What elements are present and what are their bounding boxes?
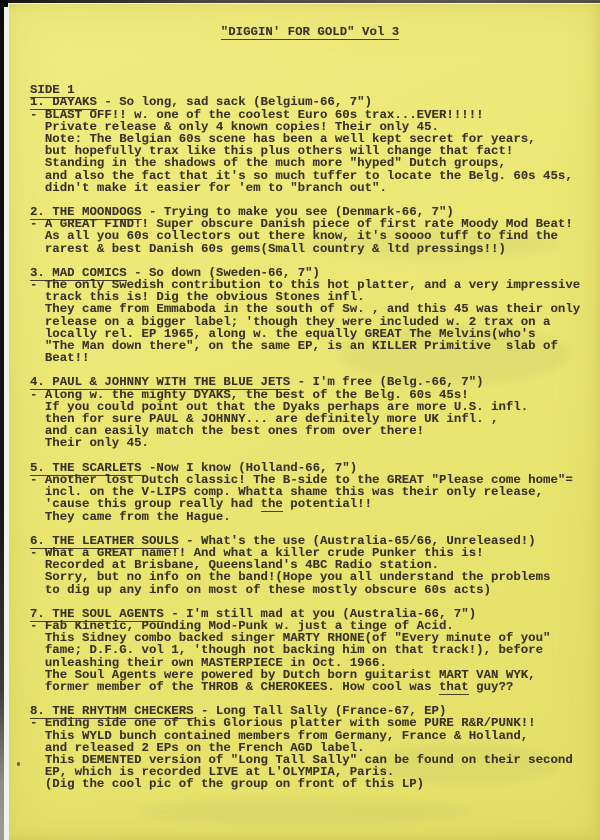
entry-title-rest: - What's the use (Australia-65/66, Unreleased!)	[178, 533, 536, 548]
entry-line: and released 2 EPs on the French AGD label.	[30, 740, 365, 755]
entry-title-rest: -Now I know (Holland-66, 7")	[141, 460, 358, 475]
entry-line: release on a bigger label; 'though they were included w. 2 trax on a	[30, 314, 551, 329]
entry	[30, 206, 590, 255]
underlined-word: the	[260, 497, 283, 512]
entry-title-rest: - Long Tall Sally (France-67, EP)	[193, 704, 447, 719]
entry-line: and also the fact that it's so much tuffer to locate the Belg. 60s 45s,	[30, 168, 573, 183]
entry-line: - A GREAT FIND!! Super obscure Danish piece of first rate Moody Mod Beat!	[30, 217, 573, 232]
entry-line: EP, which is recorded LIVE at L'OLYMPIA, Paris.	[30, 765, 395, 780]
entry-line: If you could point out that the Dyaks perhaps are more U.S. infl.	[30, 399, 529, 414]
entry-line: This WYLD bunch contained members from Germany, France & Holland,	[30, 728, 529, 743]
entry-line: former member of the THROB & CHEROKEES. How cool was that guy??	[30, 679, 514, 694]
page-title	[30, 26, 590, 38]
entry-name: 8. THE RHYTHM CHECKERS	[30, 704, 194, 719]
entry-line: Beat!!	[30, 351, 90, 366]
entry-line: didn't make it easier for 'em to "branch out".	[30, 180, 387, 195]
entry-line: They came from Emmaboda in the south of Sw. , and this 45 was their only	[30, 302, 581, 317]
entry-title-rest: - So down (Sweden-66, 7")	[126, 265, 320, 280]
scan-edge-left	[0, 0, 4, 840]
entry-name: 1. DAYAKS	[30, 95, 97, 110]
entry-name: 5. THE SCARLETS	[30, 460, 142, 475]
typed-text-block	[30, 26, 590, 791]
entry-heading	[30, 376, 590, 388]
entry-title-rest: - Trying to make you see (Denmark-66, 7")	[141, 205, 454, 220]
entry-line: Standing in the shadows of the much more "hyped" Dutch groups,	[30, 156, 506, 171]
entry-line: Sorry, but no info on the band!(Hope you all understand the problems	[30, 570, 551, 585]
entry	[30, 267, 590, 365]
page-title-text: "DIGGIN' FOR GOLD" Vol 3	[220, 25, 400, 39]
entry-title-rest: - I'm free (Belg.-66, 7")	[290, 375, 484, 390]
entry-line: "The Man down there", on the same EP, is an KILLER Primitive slab of	[30, 339, 558, 354]
entry-line: 'cause this group really had the potential!!	[30, 497, 373, 512]
entry-line: rarest & best Danish 60s gems(Small country & ltd pressings!!)	[30, 241, 506, 256]
entry-line: - Fab Kinetic, Pounding Mod-Punk w. just a tinge of Acid.	[30, 618, 454, 633]
entry-line: to dig up any info on most of these mostly obscure 60s acts)	[30, 582, 492, 597]
entry-line: - What a GREAT name!! And what a killer crude Punker this is!	[30, 545, 484, 560]
entry-line: Their only 45.	[30, 436, 149, 451]
entry-line: fame; D.F.G. vol 1, 'though not backing him on that track!), before	[30, 643, 544, 658]
entry	[30, 705, 590, 790]
entry-line: then for sure PAUL & JOHNNY... are definitely more UK infl. ,	[30, 412, 499, 427]
entry-line: The Soul Agents were powered by Dutch born guitarist MART VAN WYK,	[30, 667, 536, 682]
entry-name: 7. THE SOUL AGENTS	[30, 606, 164, 621]
entry-line: This Sidney combo backed singer MARTY RHONE(of "Every minute of you"	[30, 631, 551, 646]
entry-line: They came from the Hague.	[30, 509, 231, 524]
entry-line: As all you 60s collectors out there know, it's soooo tuff to find the	[30, 229, 558, 244]
entry	[30, 608, 590, 693]
entry-name: 6. THE LEATHER SOULS	[30, 533, 179, 548]
entries-list	[30, 96, 590, 790]
side-label-text: SIDE 1	[30, 83, 75, 98]
paper	[9, 4, 600, 840]
entry-line: unleashing their own MASTERPIECE in Oct. 1966.	[30, 655, 387, 670]
entry-heading	[30, 96, 590, 108]
entry-line: Private release & only 4 known copies! Their only 45.	[30, 119, 439, 134]
entry-line: locally rel. EP 1965, along w. the equally GREAT The Melvins(who's	[30, 326, 536, 341]
entry-line: This DEMENTED version of "Long Tall Sally" can be found on their second	[30, 752, 573, 767]
entry-name: 3. MAD COMICS	[30, 265, 127, 280]
entry-line: Recorded at Brisbane, Queensland's 4BC Radio station.	[30, 558, 439, 573]
entry-line: - Another lost Dutch classic! The B-side to the GREAT "Please come home"=	[30, 472, 573, 487]
entry-line: and can easily match the best ones from over there!	[30, 424, 425, 439]
entry-name: 2. THE MOONDOGS	[30, 205, 142, 220]
entry	[30, 462, 590, 523]
bleed-through-smudge	[139, 799, 469, 825]
ink-speck	[17, 762, 20, 766]
entry-line: track this is! Dig the obvious Stones infl.	[30, 290, 365, 305]
underlined-word: that	[438, 679, 469, 694]
entry-line: - Ending side one of this Glorious platter with some PURE R&R/PUNK!!	[30, 716, 536, 731]
entry-title-rest: - I'm still mad at you (Australia-66, 7")	[163, 606, 477, 621]
entry-title-rest: - So long, sad sack (Belgium-66, 7")	[96, 95, 373, 110]
entry-line: - The only Swedish contribution to this hot platter, and a very impressive	[30, 278, 581, 293]
entry	[30, 376, 590, 449]
scan-corner	[0, 0, 8, 7]
entry	[30, 96, 590, 194]
scan-edge-top	[0, 0, 600, 3]
entry-line: (Dig the cool pic of the group on front of this LP)	[30, 777, 425, 792]
entry-name: 4. PAUL & JOHNNY WITH THE BLUE JETS	[30, 375, 291, 390]
entry-line: - BLAST OFF!! w. one of the coolest Euro 60s trax...EVER!!!!!	[30, 107, 484, 122]
entry	[30, 535, 590, 596]
entry-line: - Along w. the mighty DYAKS, the best of the Belg. 60s 45s!	[30, 387, 469, 402]
entry-line: incl. on the V-LIPS comp. Whatta shame this was their only release,	[30, 485, 544, 500]
entry-line: but hopefully trax like this plus others will change that fact!	[30, 144, 514, 159]
entry-line: Note: The Belgian 60s scene has been a well kept secret for years,	[30, 132, 536, 147]
